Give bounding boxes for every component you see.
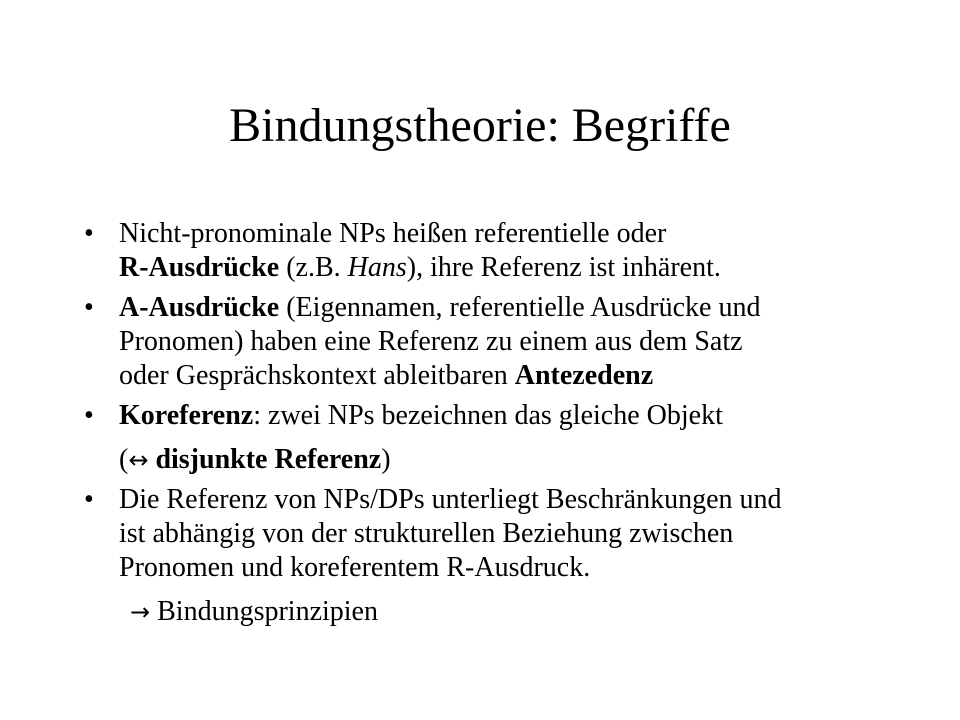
bullet-2-line-2 (119, 325, 743, 359)
bullet-2-text: oder Gesprächskontext ableitbaren (119, 360, 515, 391)
bullet-4-text: Pronomen und koreferentem R-Ausdruck. (119, 552, 591, 583)
paren-open: ( (119, 444, 129, 475)
term-antezedenz: Antezedenz (514, 360, 654, 391)
bullet-2-text: Pronomen) haben eine Referenz zu einem aus dem Satz (119, 326, 743, 357)
bullet-icon: • (84, 400, 94, 431)
bullet-2-line-3 (119, 359, 653, 393)
bullet-2-line-1 (119, 291, 760, 325)
bullet-4-line-4 (130, 595, 378, 629)
bullet-3-line-2 (119, 443, 391, 477)
bullet-2-text: (Eigennamen, referentielle Ausdrücke und (279, 292, 761, 323)
bullet-1-text: Nicht-pronominale NPs heißen referentielle oder (119, 218, 667, 249)
term-a-ausdruecke: A-Ausdrücke (119, 292, 280, 323)
example-hans: Hans (347, 252, 407, 283)
bullet-1-line-1 (119, 217, 666, 251)
slide-title: Bindungstheorie: Begriffe (229, 99, 731, 152)
bullet-1-text: ), ihre Referenz ist inhärent. (406, 252, 721, 283)
bullet-1-line-2 (119, 251, 721, 285)
bullet-4-text: Die Referenz von NPs/DPs unterliegt Beschränkungen und (119, 484, 782, 515)
bullet-4-line-2 (119, 517, 733, 551)
bullet-1-text: (z.B. (279, 252, 348, 283)
term-disjunkte-referenz: disjunkte Referenz (148, 444, 382, 475)
paren-close: ) (381, 444, 391, 475)
bullet-4-line-1 (119, 483, 782, 517)
bullet-3-line-1 (119, 399, 723, 433)
term-r-ausdruecke: R-Ausdrücke (119, 252, 280, 283)
bindungsprinzipien-text: Bindungsprinzipien (150, 596, 378, 627)
bullet-icon: • (84, 484, 94, 515)
bullet-icon: • (84, 292, 94, 323)
right-arrow-icon: → (130, 598, 151, 626)
bullet-4-line-3 (119, 551, 590, 585)
bullet-4-text: ist abhängig von der strukturellen Beziehung zwischen (119, 518, 734, 549)
term-koreferenz: Koreferenz (119, 400, 254, 431)
bullet-3-text: : zwei NPs bezeichnen das gleiche Objekt (253, 400, 723, 431)
double-arrow-icon: ↔ (128, 446, 149, 474)
bullet-icon: • (84, 218, 94, 249)
